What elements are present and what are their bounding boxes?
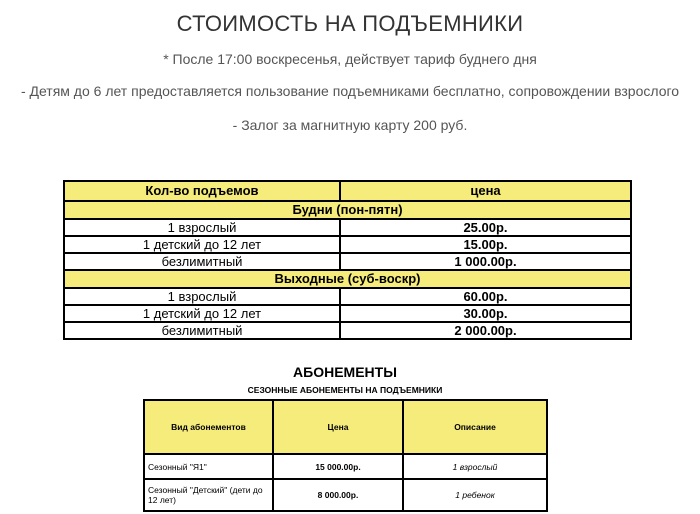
section-weekend (64, 270, 631, 288)
row-name: 1 взрослый (64, 219, 340, 236)
row-price: 2 000.00р. (340, 322, 631, 339)
note-sunday: * После 17:00 воскресенья, действует тариф буднего дня (163, 51, 537, 67)
page-title: СТОИМОСТЬ НА ПОДЪЕМНИКИ (176, 11, 524, 36)
row-name: безлимитный (64, 322, 340, 339)
row-price: 1 000.00р. (340, 253, 631, 270)
table-row (144, 479, 547, 511)
subscription-table-header (144, 400, 547, 454)
subscription-price: 15 000.00р. (273, 454, 403, 479)
lift-price-table (63, 180, 632, 340)
row-price: 15.00р. (340, 236, 631, 253)
table-row (64, 288, 631, 305)
row-price: 30.00р. (340, 305, 631, 322)
subscription-type: Сезонный "Я1" (144, 454, 273, 479)
row-name: 1 детский до 12 лет (64, 305, 340, 322)
subscription-price: 8 000.00р. (273, 479, 403, 511)
table-row (64, 219, 631, 236)
row-name: 1 взрослый (64, 288, 340, 305)
subscriptions-subtitle: СЕЗОННЫЕ АБОНЕМЕНТЫ НА ПОДЪЕМНИКИ (247, 385, 443, 395)
subscription-type: Сезонный "Детский" (дети до 12 лет) (144, 479, 273, 511)
note-deposit: - Залог за магнитную карту 200 руб. (232, 117, 468, 133)
table-row (64, 305, 631, 322)
table-row (64, 322, 631, 339)
price-table-header (64, 181, 631, 201)
table-row (144, 454, 547, 479)
subscription-description: 1 взрослый (403, 454, 547, 479)
subscriptions-title: АБОНЕМЕНТЫ (293, 364, 397, 380)
table-row (64, 253, 631, 270)
header-type: Вид абонементов (144, 400, 273, 454)
header-description: Описание (403, 400, 547, 454)
header-lifts: Кол-во подъемов (64, 181, 340, 201)
row-name: безлимитный (64, 253, 340, 270)
row-name: 1 детский до 12 лет (64, 236, 340, 253)
section-weekdays (64, 201, 631, 219)
subscription-table (143, 399, 548, 512)
section-weekdays-label: Будни (пон-пятн) (64, 201, 631, 219)
row-price: 60.00р. (340, 288, 631, 305)
header-price: Цена (273, 400, 403, 454)
note-children: - Детям до 6 лет предоставляется пользование подъемниками бесплатно, сопровождении взрослого (20, 83, 680, 99)
section-weekend-label: Выходные (суб-воскр) (64, 270, 631, 288)
header-price: цена (340, 181, 631, 201)
row-price: 25.00р. (340, 219, 631, 236)
table-row (64, 236, 631, 253)
subscription-description: 1 ребенок (403, 479, 547, 511)
